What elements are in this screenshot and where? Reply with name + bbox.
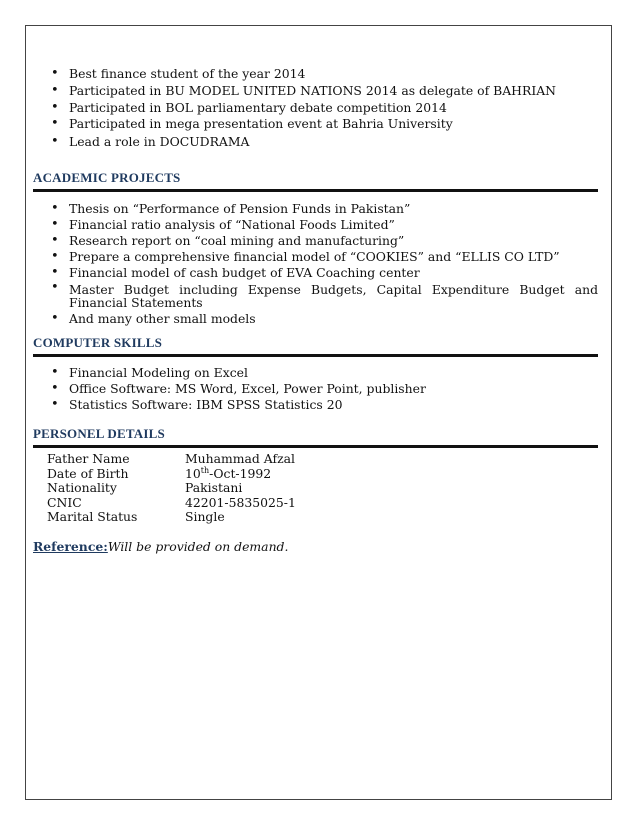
detail-label: CNIC bbox=[47, 494, 82, 510]
list-item: • Research report on “coal mining and manufacturing” bbox=[33, 233, 598, 249]
personal-details-table bbox=[33, 452, 598, 525]
list-item: • Financial ratio analysis of “National Foods Limited” bbox=[33, 217, 598, 233]
list-item: • Participated in BOL parliamentary debate competition 2014 bbox=[33, 100, 598, 116]
detail-row-father bbox=[33, 452, 598, 467]
detail-row-cnic bbox=[33, 496, 598, 511]
computer-skills-list bbox=[33, 365, 598, 413]
section-rule bbox=[33, 354, 598, 357]
list-item: • Participated in mega presentation event at Bahria University bbox=[33, 116, 598, 132]
detail-label: Father Name bbox=[47, 451, 130, 466]
list-item: • Office Software: MS Word, Excel, Power Point, publisher bbox=[33, 381, 598, 397]
list-item: • Lead a role in DOCUDRAMA bbox=[33, 134, 598, 150]
list-item: • Best finance student of the year 2014 bbox=[33, 66, 598, 82]
section-rule bbox=[33, 189, 598, 192]
dob-day: 10 bbox=[185, 465, 201, 481]
detail-value: Pakistani bbox=[185, 480, 243, 495]
reference-label: Reference: bbox=[33, 538, 108, 554]
list-item: • And many other small models bbox=[33, 311, 598, 327]
dob-suffix: th bbox=[200, 465, 210, 475]
detail-value: Single bbox=[185, 509, 225, 524]
computer-skills-section bbox=[33, 335, 598, 413]
detail-label: Date of Birth bbox=[47, 465, 129, 481]
list-item: • Statistics Software: IBM SPSS Statistics 20 bbox=[33, 397, 598, 413]
section-title: ACADEMIC PROJECTS bbox=[33, 170, 181, 185]
detail-value bbox=[185, 467, 271, 482]
academic-projects-section bbox=[33, 170, 598, 327]
detail-row-dob bbox=[33, 467, 598, 482]
list-item: • Master Budget including Expense Budgets, Capital Expenditure Budget and Financial Statements bbox=[33, 281, 598, 311]
detail-label: Marital Status bbox=[47, 509, 138, 524]
list-item: • Participated in BU MODEL UNITED NATIONS 2014 as delegate of BAHRIAN bbox=[33, 83, 598, 99]
detail-row-nationality bbox=[33, 481, 598, 496]
list-item: • Financial Modeling on Excel bbox=[33, 365, 598, 381]
resume-content bbox=[33, 64, 598, 554]
detail-row-marital bbox=[33, 510, 598, 525]
dob-rest: -Oct-1992 bbox=[209, 465, 272, 481]
academic-projects-list bbox=[33, 201, 598, 327]
achievements-list bbox=[33, 66, 598, 150]
list-item: • Financial model of cash budget of EVA Coaching center bbox=[33, 265, 598, 281]
detail-label: Nationality bbox=[47, 480, 117, 495]
list-item: • Thesis on “Performance of Pension Funds in Pakistan” bbox=[33, 201, 598, 217]
list-item: • Prepare a comprehensive financial model of “COOKIES” and “ELLIS CO LTD” bbox=[33, 249, 598, 265]
detail-value: 42201-5835025-1 bbox=[185, 494, 296, 510]
reference-line bbox=[33, 539, 598, 554]
detail-value: Muhammad Afzal bbox=[185, 451, 295, 466]
section-rule bbox=[33, 445, 598, 448]
personal-details-section bbox=[33, 426, 598, 525]
section-title: COMPUTER SKILLS bbox=[33, 335, 163, 350]
section-title: PERSONEL DETAILS bbox=[33, 426, 165, 441]
reference-text: Will be provided on demand. bbox=[107, 538, 289, 554]
